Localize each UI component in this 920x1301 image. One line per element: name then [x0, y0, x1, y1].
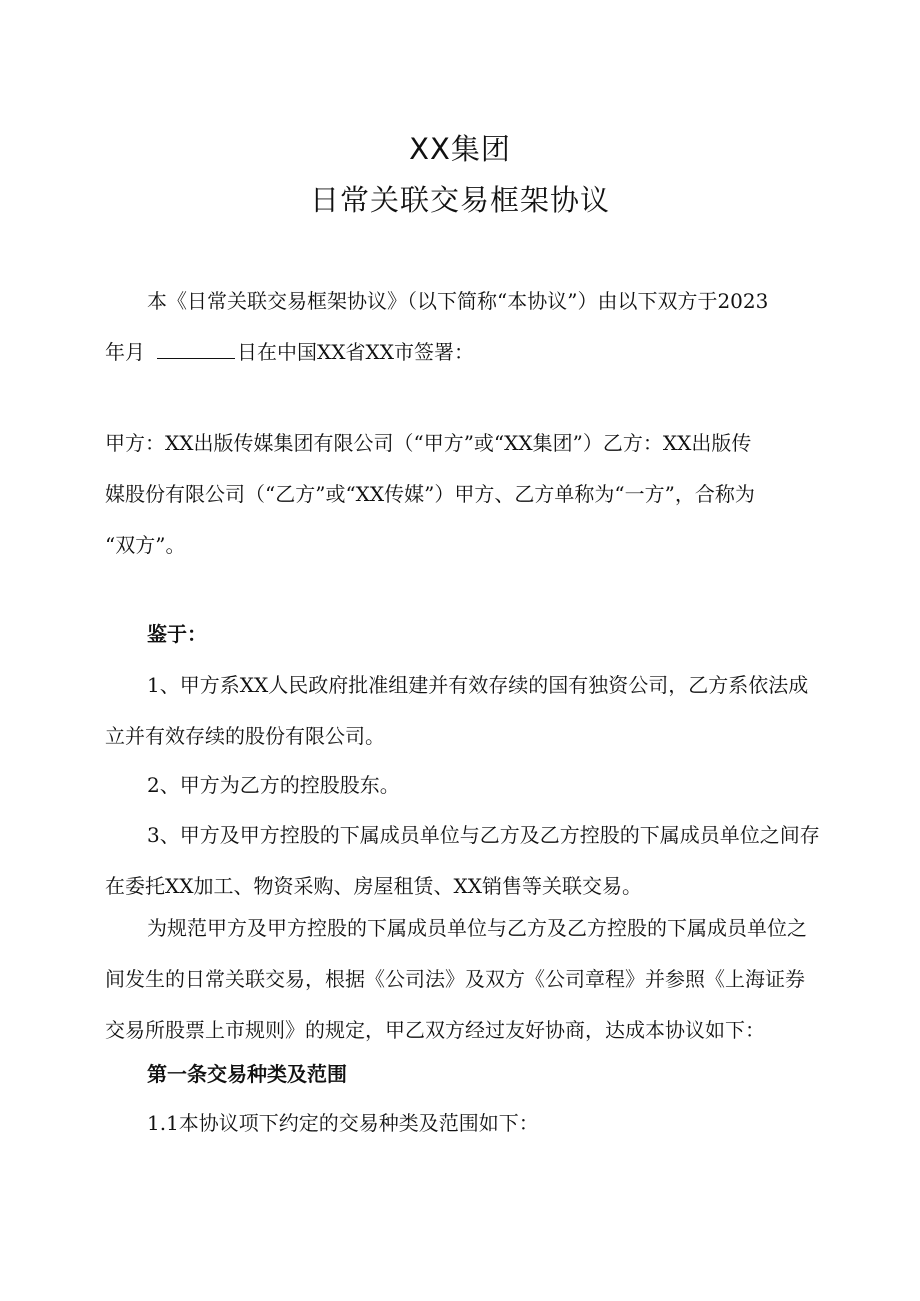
- whereas-clause-1: [105, 660, 820, 762]
- whereas-3-line-2: 在委托XX加工、物资采购、房屋租赁、XX销售等关联交易。: [105, 874, 642, 898]
- date-blank-field: [157, 340, 235, 359]
- document-title: 日常关联交易框架协议: [309, 183, 610, 217]
- parties-line-2: 媒股份有限公司（“乙方”或“XX传媒”）甲方、乙方单称为“一方”，合称为: [105, 482, 755, 506]
- intro-line-2-prefix: 年月: [105, 340, 145, 364]
- whereas-clause-2: 2、甲方为乙方的控股股东。: [147, 773, 400, 797]
- whereas-3-line-1: 3、甲方及甲方控股的下属成员单位与乙方及乙方控股的下属成员单位之间存: [147, 823, 820, 847]
- parties-line-3: “双方”。: [105, 533, 186, 557]
- purpose-paragraph: [105, 903, 820, 1056]
- purpose-line-2: 间发生的日常关联交易，根据《公司法》及双方《公司章程》并参照《上海证券: [105, 967, 805, 991]
- intro-line-1: 本《日常关联交易框架协议》（以下简称“本协议”）由以下双方于2023: [147, 289, 769, 313]
- intro-paragraph: [105, 276, 820, 378]
- article-1-heading: 第一条交易种类及范围: [147, 1062, 347, 1086]
- parties-paragraph: [105, 418, 820, 571]
- purpose-line-3: 交易所股票上市规则》的规定，甲乙双方经过友好协商，达成本协议如下：: [105, 1018, 765, 1042]
- document-title-org: XX集团: [409, 132, 511, 166]
- whereas-1-line-2: 立并有效存续的股份有限公司。: [105, 724, 385, 748]
- parties-line-1: 甲方：XX出版传媒集团有限公司（“甲方”或“XX集团”）乙方：XX出版传: [105, 431, 752, 455]
- intro-line-2: [105, 327, 820, 378]
- whereas-1-line-1: 1、甲方系XX人民政府批准组建并有效存续的国有独资公司，乙方系依法成: [147, 673, 809, 697]
- whereas-clause-3: [105, 810, 820, 912]
- purpose-line-1: 为规范甲方及甲方控股的下属成员单位与乙方及乙方控股的下属成员单位之: [147, 916, 807, 940]
- article-1-1-clause: 1.1本协议项下约定的交易种类及范围如下：: [147, 1111, 539, 1135]
- whereas-heading: 鉴于：: [147, 622, 207, 646]
- intro-line-2-suffix: 日在中国XX省XX市签署：: [237, 340, 474, 364]
